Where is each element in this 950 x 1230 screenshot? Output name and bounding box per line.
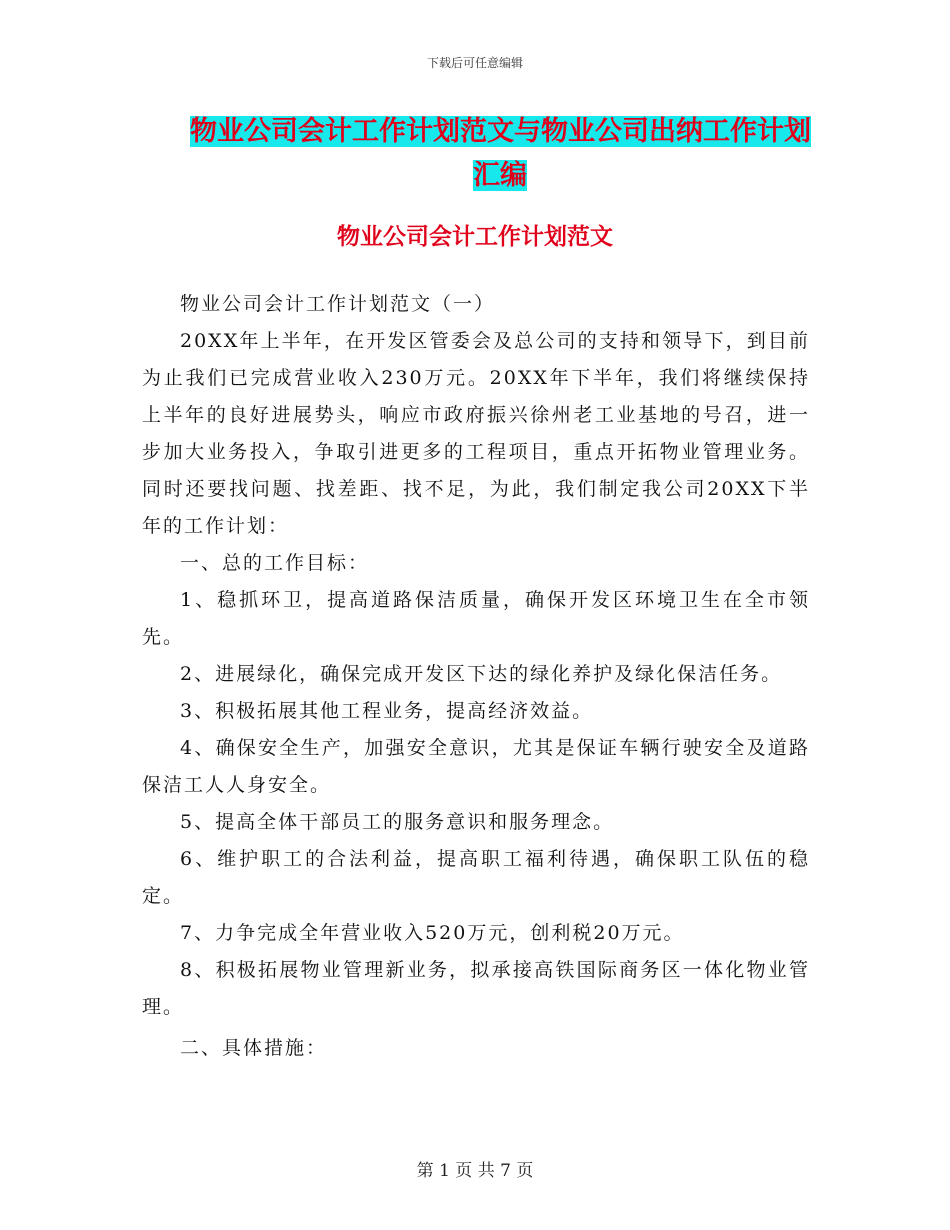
title-line-2: 汇编 <box>473 160 527 191</box>
header-note: 下载后可任意编辑 <box>426 56 523 70</box>
paragraph: 7、力争完成全年营业收入520万元，创利税20万元。 <box>180 922 685 944</box>
paragraph: 6、维护职工的合法利益，提高职工福利待遇，确保职工队伍的稳定。 <box>142 848 810 907</box>
page-footer: 第 1 页 共 7 页 <box>416 1161 534 1181</box>
paragraph: 1、稳抓环卫，提高道路保洁质量，确保开发区环境卫生在全市领先。 <box>142 589 810 648</box>
paragraph: 20XX年上半年，在开发区管委会及总公司的支持和领导下，到目前为止我们已完成营业收入230万元。20XX年下半年，我们将继续保持上半年的良好进展势头，响应市政府振兴徐州老工业基地的号召，进一步加大业务投入，争取引进更多的工程项目，重点开拓物业管理业务。同时还要找问题、找差距、找不足，为此，我们制定我公司20XX下半年的工作计划： <box>142 330 810 537</box>
paragraph: 2、进展绿化，确保完成开发区下达的绿化养护及绿化保洁任务。 <box>180 663 783 685</box>
paragraph: 8、积极拓展物业管理新业务，拟承接高铁国际商务区一体化物业管理。 <box>142 959 810 1018</box>
paragraph: 二、具体措施： <box>180 1037 328 1059</box>
section-title: 物业公司会计工作计划范文 <box>337 224 613 250</box>
document-body <box>142 286 810 1067</box>
paragraph: 3、积极拓展其他工程业务，提高经济效益。 <box>180 700 594 722</box>
document-title <box>190 110 810 198</box>
title-line-1: 物业公司会计工作计划范文与物业公司出纳工作计划 <box>190 116 811 147</box>
paragraph: 物业公司会计工作计划范文（一） <box>180 293 496 315</box>
paragraph: 4、确保安全生产，加强安全意识，尤其是保证车辆行驶安全及道路保洁工人人身安全。 <box>142 737 810 796</box>
paragraph: 5、提高全体干部员工的服务意识和服务理念。 <box>180 811 615 833</box>
paragraph: 一、总的工作目标： <box>180 552 370 574</box>
